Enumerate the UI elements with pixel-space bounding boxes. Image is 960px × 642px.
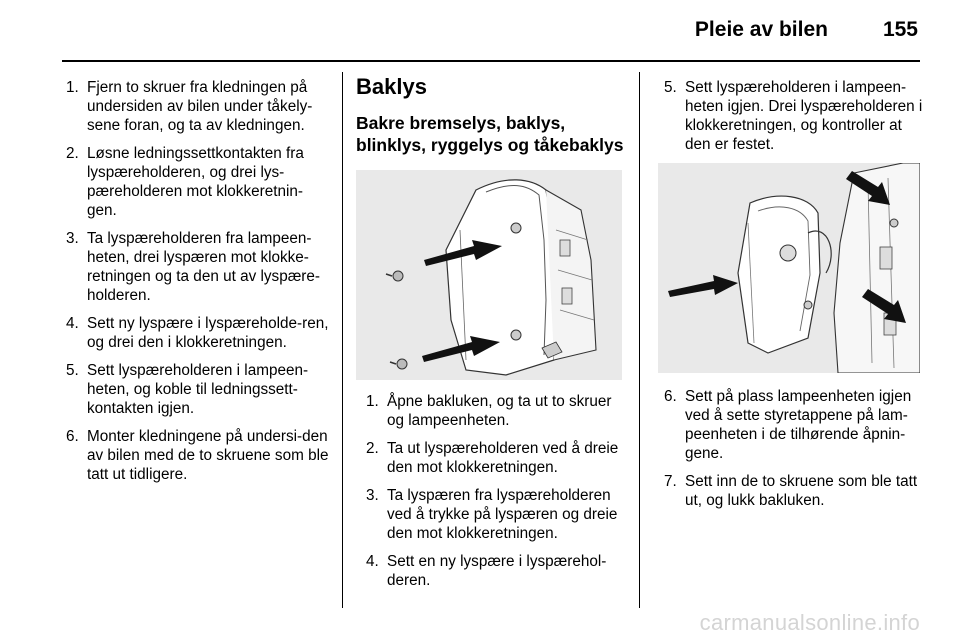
step-list-middle bbox=[366, 392, 624, 590]
list-item: 1. Fjern to skruer fra kledningen på undersiden av bilen under tåkely-sene foran, og ta av kledningen. bbox=[66, 79, 313, 134]
subsection-title: Bakre bremselys, baklys, blinklys, ryggelys og tåkebaklys bbox=[356, 113, 624, 155]
list-item: 2. Ta ut lyspæreholderen ved å dreie den mot klokkeretningen. bbox=[366, 440, 619, 476]
rear-lamp-illustration bbox=[356, 170, 622, 380]
list-item: 1. Åpne bakluken, og ta ut to skruer og lampeenheten. bbox=[366, 393, 612, 429]
footer-watermark: carmanualsonline.info bbox=[699, 610, 920, 635]
list-item: 6. Monter kledningene på undersi-den av bilen med de to skruene som ble tatt ut tidligere. bbox=[66, 428, 329, 483]
page-header bbox=[0, 0, 960, 62]
section-title: Baklys bbox=[356, 74, 427, 99]
column-middle bbox=[356, 74, 624, 599]
column-left bbox=[66, 78, 330, 493]
step-list-left bbox=[66, 78, 330, 484]
column-divider-2 bbox=[639, 72, 640, 608]
list-item: 5. Sett lyspæreholderen i lampeen-heten, og koble til ledningssett-kontakten igjen. bbox=[66, 362, 309, 417]
page-title: Pleie av bilen bbox=[694, 18, 828, 41]
list-item: 7. Sett inn de to skruene som ble tatt ut, og lukk bakluken. bbox=[664, 473, 918, 509]
list-item: 4. Sett en ny lyspære i lyspærehol-deren. bbox=[366, 553, 607, 589]
list-item: 3. Ta lyspæren fra lyspæreholderen ved å trykke på lyspæren og dreie den mot klokkeretningen. bbox=[366, 487, 618, 542]
column-right bbox=[664, 78, 926, 519]
step-list-right-top bbox=[664, 78, 926, 154]
list-item: 6. Sett på plass lampeenheten igjen ved å sette styretappene på lam-peenheten i de tilhørende åpnin-gene. bbox=[664, 388, 912, 462]
step-list-right-bottom bbox=[664, 387, 926, 510]
list-item: 4. Sett ny lyspære i lyspæreholde-ren, og drei den i klokkeretningen. bbox=[66, 315, 329, 351]
lamp-reinstall-illustration bbox=[658, 163, 920, 373]
figure-lamp-reinstall bbox=[658, 163, 920, 373]
list-item: 2. Løsne ledningssettkontakten fra lyspæreholderen, og drei lys-pæreholderen mot klokkeretnin-gen. bbox=[66, 145, 304, 219]
list-item: 5. Sett lyspæreholderen i lampeen-heten igjen. Drei lyspæreholderen i klokkeretningen, og kontroller at den er festet. bbox=[664, 79, 923, 153]
column-divider-1 bbox=[342, 72, 343, 608]
figure-rear-lamp-removal bbox=[356, 170, 622, 380]
list-item: 3. Ta lyspæreholderen fra lampeen-heten, drei lyspæren mot klokke-retningen og ta den ut av lyspære-holderen. bbox=[66, 230, 320, 304]
page-number: 155 bbox=[882, 18, 918, 41]
header-rule bbox=[62, 60, 920, 62]
